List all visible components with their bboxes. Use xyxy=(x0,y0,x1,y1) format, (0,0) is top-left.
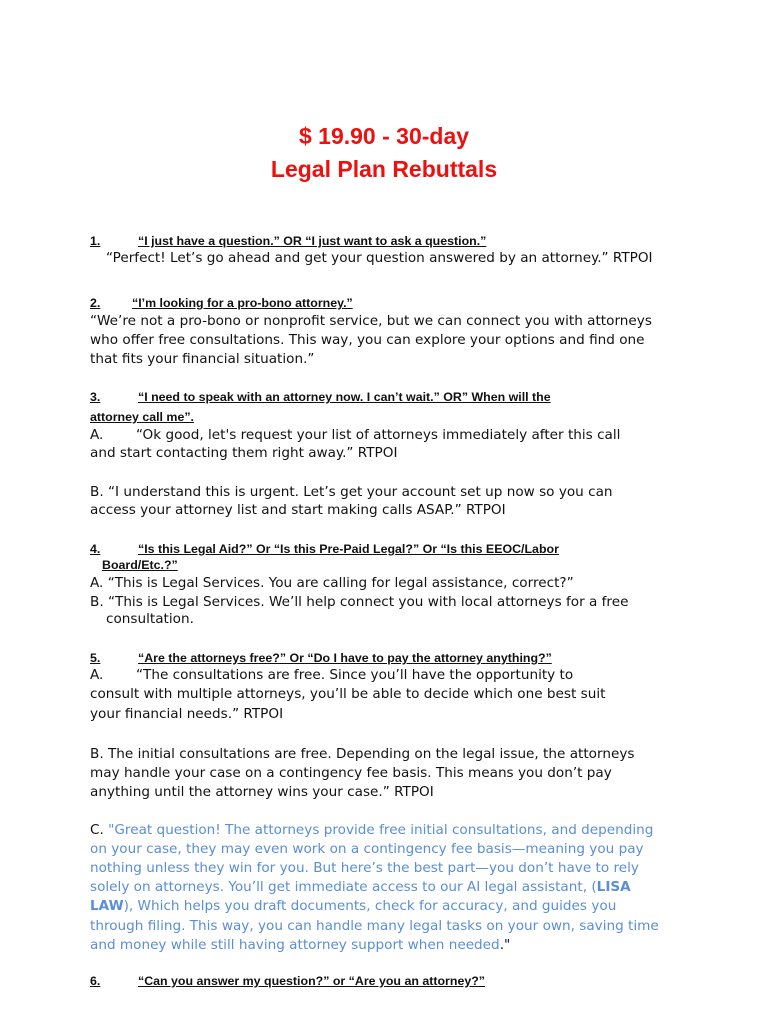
rebuttal-3-heading: 3. “I need to speak with an attorney now. I can’t wait.” OR” When will the xyxy=(90,390,551,404)
rebuttal-5-answer-c-line: through filing. This way, you can handle many legal tasks on your own, saving time xyxy=(90,918,659,934)
page-title-price: $ 19.90 - 30-day xyxy=(298,123,470,149)
rebuttal-3-answer-a-line: and start contacting them right away.” RTPOI xyxy=(90,445,398,461)
rebuttal-5-answer-c-line xyxy=(90,821,653,840)
rebuttal-5-answer-a-line: consult with multiple attorneys, you’ll be able to decide which one best suit xyxy=(90,686,606,702)
rebuttal-5-answer-c-line xyxy=(90,878,631,897)
rebuttal-2-heading: 2. “I’m looking for a pro-bono attorney.” xyxy=(90,296,353,310)
answer-c-text: solely on attorneys. You’ll get immediate access to our AI legal assistant, ( xyxy=(90,879,597,895)
page-title: Legal Plan Rebuttals xyxy=(270,156,498,182)
rebuttal-2-answer-line: who offer free consultations. This way, you can explore your options and find one xyxy=(90,332,645,348)
rebuttal-5-answer-a-line: A. “The consultations are free. Since you’ll have the opportunity to xyxy=(90,667,574,683)
rebuttal-3-answer-b-line: access your attorney list and start making calls ASAP.” RTPOI xyxy=(90,502,506,518)
rebuttal-6-heading: 6. “Can you answer my question?” or “Are you an attorney?” xyxy=(90,974,485,988)
rebuttal-3-answer-b-line: B. “I understand this is urgent. Let’s get your account set up now so you can xyxy=(90,484,613,500)
answer-c-text: and money while still having attorney support when needed xyxy=(90,937,500,953)
answer-c-text: ), Which helps you draft documents, check for accuracy, and guides you xyxy=(123,898,617,914)
rebuttal-2-answer-line: “We’re not a pro-bono or nonprofit service, but we can connect you with attorneys xyxy=(90,313,652,329)
rebuttal-4-heading: 4. “Is this Legal Aid?” Or “Is this Pre-Paid Legal?” Or “Is this EEOC/Labor xyxy=(90,542,559,556)
rebuttal-5-answer-c-line: nothing unless they win for you. But here’s the best part—you don’t have to rely xyxy=(90,860,639,876)
answer-c-end: ." xyxy=(499,937,511,953)
rebuttal-4-answer-a: A. “This is Legal Services. You are calling for legal assistance, correct?” xyxy=(90,575,574,591)
rebuttal-4-heading-cont: Board/Etc.?” xyxy=(102,558,178,572)
answer-c-prefix: C. xyxy=(90,822,109,838)
rebuttal-5-answer-c-line xyxy=(90,936,510,955)
answer-c-text: "Great question! The attorneys provide free initial consultations, and depending xyxy=(108,822,654,838)
rebuttal-1-heading: 1. “I just have a question.” OR “I just want to ask a question.” xyxy=(90,234,487,248)
rebuttal-3-answer-a-line: A. “Ok good, let's request your list of attorneys immediately after this call xyxy=(90,427,621,443)
rebuttal-3-heading-cont: attorney call me”. xyxy=(90,410,194,424)
product-name: LISA xyxy=(596,879,631,895)
rebuttal-5-answer-a-line: your financial needs.” RTPOI xyxy=(90,706,284,722)
rebuttal-5-answer-b-line: anything until the attorney wins your case.” RTPOI xyxy=(90,784,434,800)
rebuttal-4-answer-b-line: B. “This is Legal Services. We’ll help connect you with local attorneys for a free xyxy=(90,594,629,610)
rebuttal-5-answer-b-line: B. The initial consultations are free. Depending on the legal issue, the attorneys xyxy=(90,746,635,762)
rebuttal-5-answer-c-line xyxy=(90,897,616,916)
rebuttal-5-answer-b-line: may handle your case on a contingency fee basis. This means you don’t pay xyxy=(90,765,612,781)
rebuttal-5-heading: 5. “Are the attorneys free?” Or “Do I have to pay the attorney anything?” xyxy=(90,651,552,665)
rebuttal-2-answer-line: that fits your financial situation.” xyxy=(90,351,315,367)
product-name: LAW xyxy=(90,898,124,914)
rebuttal-1-answer: “Perfect! Let’s go ahead and get your question answered by an attorney.” RTPOI xyxy=(106,250,653,266)
rebuttal-5-answer-c-line: on your case, they may even work on a contingency fee basis—meaning you pay xyxy=(90,841,644,857)
rebuttal-4-answer-b-line: consultation. xyxy=(106,611,194,627)
